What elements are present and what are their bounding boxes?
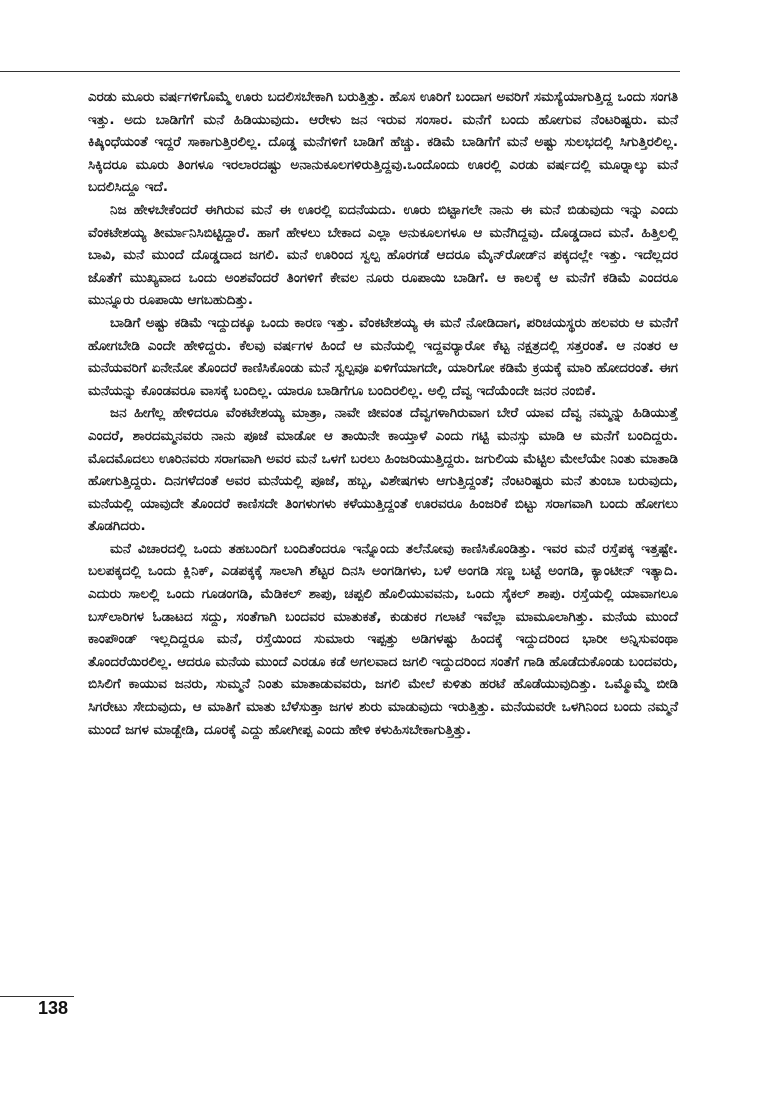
paragraph-5: ಮನೆ ವಿಚಾರದಲ್ಲಿ ಒಂದು ತಹಬಂದಿಗೆ ಬಂದಿತೆಂದರೂ ಇನ್ನೊಂದು ತಲೆನೋವು ಕಾಣಿಸಿಕೊಂಡಿತ್ತು. ಇವರ ಮನೆ ರಸ್ತೆಪಕ್ಕ ಇತ್ತಷ್ಟೇ. ಬಲಪಕ್ಕದಲ್ಲಿ ಒಂದು ಕ್ಲಿನಿಕ್, ಎಡಪಕ್ಕಕ್ಕೆ ಸಾಲಾಗಿ ಶೆಟ್ಟರ ದಿನಸಿ ಅಂಗಡಿಗಳು, ಬಳೆ ಅಂಗಡಿ ಸಣ್ಣ ಬಟ್ಟೆ ಅಂಗಡಿ, ಕ್ಯಾಂಟೀನ್ ಇತ್ಯಾದಿ. ಎದುರು ಸಾಲಲ್ಲಿ ಒಂದು ಗೂಡಂಗಡಿ, ಮೆಡಿಕಲ್ ಶಾಪು, ಚಪ್ಪಲಿ ಹೊಲಿಯುವವನು, ಒಂದು ಸೈಕಲ್ ಶಾಪು. ರಸ್ತೆಯಲ್ಲಿ ಯಾವಾಗಲೂ ಬಸ್‌ಲಾರಿಗಳ ಓಡಾಟದ ಸದ್ದು, ಸಂತೆಗಾಗಿ ಬಂದವರ ಮಾತುಕತೆ, ಕುಡುಕರ ಗಲಾಟೆ ಇವೆಲ್ಲಾ ಮಾಮೂಲಾಗಿತ್ತು. ಮನೆಯ ಮುಂದೆ ಕಾಂಪೌಂಡ್ ಇಲ್ಲದಿದ್ದರೂ ಮನೆ, ರಸ್ತೆಯಿಂದ ಸುಮಾರು ಇಪ್ಪತ್ತು ಅಡಿಗಳಷ್ಟು ಹಿಂದಕ್ಕೆ ಇದ್ದುದರಿಂದ ಭಾರೀ ಅನ್ನಿಸುವಂಥಾ ತೊಂದರೆಯಿರಲಿಲ್ಲ. ಆದರೂ ಮನೆಯ ಮುಂದೆ ಎರಡೂ ಕಡೆ ಅಗಲವಾದ ಜಗಲಿ ಇದ್ದುದರಿಂದ ಸಂತೆಗೆ ಗಾಡಿ ಹೊಡೆದುಕೊಂಡು ಬಂದವರು, ಬಿಸಿಲಿಗೆ ಕಾಯುವ ಜನರು, ಸುಮ್ಮನೆ ನಿಂತು ಮಾತಾಡುವವರು, ಜಗಲಿ ಮೇಲೆ ಕುಳಿತು ಹರಟೆ ಹೊಡೆಯುವುದಿತ್ತು. ಒಮ್ಮೊಮ್ಮೆ ಬೀಡಿ ಸಿಗರೇಟು ಸೇದುವುದು, ಆ ಮಾತಿಗೆ ಮಾತು ಬೆಳೆಸುತ್ತಾ ಜಗಳ ಶುರು ಮಾಡುವುದು ಇರುತ್ತಿತ್ತು. ಮನೆಯವರೇ ಒಳಗಿನಿಂದ ಬಂದು ನಮ್ಮನೆ ಮುಂದೆ ಜಗಳ ಮಾಡ್ಬೇಡಿ, ದೂರಕ್ಕೆ ಎದ್ದು ಹೋಗೀಪ್ಪ ಎಂದು ಹೇಳಿ ಕಳುಹಿಸಬೇಕಾಗುತ್ತಿತ್ತು. <box>88 540 678 738</box>
paragraph-4: ಜನ ಹೀಗೆಲ್ಲ ಹೇಳಿದರೂ ವೆಂಕಟೇಶಯ್ಯ ಮಾತ್ರಾ, ನಾವೇ ಜೀವಂತ ದೆವ್ವಗಳಾಗಿರುವಾಗ ಬೇರೆ ಯಾವ ದೆವ್ವ ನಮ್ಮನ್ನು ಹಿಡಿಯುತ್ತೆ ಎಂದರೆ, ಶಾರದಮ್ಮನವರು ನಾನು ಪೂಜೆ ಮಾಡೋ ಆ ತಾಯಿನೇ ಕಾಯ್ತಾಳೆ ಎಂದು ಗಟ್ಟಿ ಮನಸ್ಸು ಮಾಡಿ ಆ ಮನೆಗೆ ಬಂದಿದ್ದರು. ಮೊದಮೊದಲು ಊರಿನವರು ಸರಾಗವಾಗಿ ಅವರ ಮನೆ ಒಳಗೆ ಬರಲು ಹಿಂಜರಿಯುತ್ತಿದ್ದರು. ಜಗುಲಿಯ ಮೆಟ್ಟಿಲ ಮೇಲೆಯೇ ನಿಂತು ಮಾತಾಡಿ ಹೋಗುತ್ತಿದ್ದರು. ದಿನಗಳೆದಂತೆ ಅವರ ಮನೆಯಲ್ಲಿ ಪೂಜೆ, ಹಬ್ಬ, ವಿಶೇಷಗಳು ಆಗುತ್ತಿದ್ದಂತೆ; ನೆಂಟರಿಷ್ಟರು ಮನೆ ತುಂಬಾ ಬರುವುದು, ಮನೆಯಲ್ಲಿ ಯಾವುದೇ ತೊಂದರೆ ಕಾಣಿಸದೇ ತಿಂಗಳುಗಳು ಕಳೆಯುತ್ತಿದ್ದಂತೆ ಊರವರೂ ಹಿಂಜರಿಕೆ ಬಿಟ್ಟು ಸರಾಗವಾಗಿ ಬಂದು ಹೋಗಲು ತೊಡಗಿದರು. <box>88 405 678 535</box>
header-rule <box>0 71 680 72</box>
paragraph-2: ನಿಜ ಹೇಳಬೇಕೆಂದರೆ ಈಗಿರುವ ಮನೆ ಈ ಊರಲ್ಲಿ ಐದನೆಯದು. ಊರು ಬಿಟ್ಟಾಗಲೇ ನಾನು ಈ ಮನೆ ಬಿಡುವುದು ಇನ್ನು ಎಂದು ವೆಂಕಟೇಶಯ್ಯ ತೀರ್ಮಾನಿಸಿಬಿಟ್ಟಿದ್ದಾರೆ. ಹಾಗೆ ಹೇಳಲು ಬೇಕಾದ ಎಲ್ಲಾ ಅನುಕೂಲಗಳೂ ಆ ಮನೆಗಿದ್ದವು. ದೊಡ್ಡದಾದ ಮನೆ. ಹಿತ್ತಿಲಲ್ಲಿ ಬಾವಿ, ಮನೆ ಮುಂದೆ ದೊಡ್ಡದಾದ ಜಗಲಿ. ಮನೆ ಊರಿಂದ ಸ್ವಲ್ಪ ಹೊರಗಡೆ ಆದರೂ ಮೈನ್‌ರೋಡ್‌ನ ಪಕ್ಕದಲ್ಲೇ ಇತ್ತು. ಇದೆಲ್ಲದರ ಜೊತೆಗೆ ಮುಖ್ಯವಾದ ಒಂದು ಅಂಶವೆಂದರೆ ತಿಂಗಳಿಗೆ ಕೇವಲ ನೂರು ರೂಪಾಯಿ ಬಾಡಿಗೆ. ಆ ಕಾಲಕ್ಕೆ ಆ ಮನೆಗೆ ಕಡಿಮೆ ಎಂದರೂ ಮುನ್ನೂರು ರೂಪಾಯಿ ಆಗಬಹುದಿತ್ತು. <box>88 201 678 309</box>
paragraph-1: ಎರಡು ಮೂರು ವರ್ಷಗಳಿಗೊಮ್ಮೆ ಊರು ಬದಲಿಸಬೇಕಾಗಿ ಬರುತ್ತಿತ್ತು. ಹೊಸ ಊರಿಗೆ ಬಂದಾಗ ಅವರಿಗೆ ಸಮಸ್ಯೆಯಾಗುತ್ತಿದ್ದ ಒಂದು ಸಂಗತಿ ಇತ್ತು. ಅದು ಬಾಡಿಗೆಗೆ ಮನೆ ಹಿಡಿಯುವುದು. ಆರೇಳು ಜನ ಇರುವ ಸಂಸಾರ. ಮನೆಗೆ ಬಂದು ಹೋಗುವ ನೆಂಟರಿಷ್ಟರು. ಮನೆ ಕಿಷ್ಕಿಂಧೆಯಂತೆ ಇದ್ದರೆ ಸಾಕಾಗುತ್ತಿರಲಿಲ್ಲ. ದೊಡ್ಡ ಮನೆಗಳಿಗೆ ಬಾಡಿಗೆ ಹೆಚ್ಚು. ಕಡಿಮೆ ಬಾಡಿಗೆಗೆ ಮನೆ ಅಷ್ಟು ಸುಲಭದಲ್ಲಿ ಸಿಗುತ್ತಿರಲಿಲ್ಲ. ಸಿಕ್ಕಿದರೂ ಮೂರು ತಿಂಗಳೂ ಇರಲಾರದಷ್ಟು ಅನಾನುಕೂಲಗಳಿರುತ್ತಿದ್ದವು.ಒಂದೊಂದು ಊರಲ್ಲಿ ಎರಡು ವರ್ಷದಲ್ಲಿ ಮೂರ್‍ನಾಲ್ಕು ಮನೆ ಬದಲಿಸಿದ್ದೂ ಇದೆ. <box>88 89 678 196</box>
body-text <box>88 86 678 741</box>
paragraph-3: ಬಾಡಿಗೆ ಅಷ್ಟು ಕಡಿಮೆ ಇದ್ದುದಕ್ಕೂ ಒಂದು ಕಾರಣ ಇತ್ತು. ವೆಂಕಟೇಶಯ್ಯ ಈ ಮನೆ ನೋಡಿದಾಗ, ಪರಿಚಯಸ್ಥರು ಹಲವರು ಆ ಮನೆಗೆ ಹೋಗಬೇಡಿ ಎಂದೇ ಹೇಳಿದ್ದರು. ಕೆಲವು ವರ್ಷಗಳ ಹಿಂದೆ ಆ ಮನೆಯಲ್ಲಿ ಇದ್ದವರ್‍ಯಾರೋ ಕೆಟ್ಟ ನಕ್ಷತ್ರದಲ್ಲಿ ಸತ್ತರಂತೆ. ಆ ನಂತರ ಆ ಮನೆಯವರಿಗೆ ಏನೇನೋ ತೊಂದರೆ ಕಾಣಿಸಿಕೊಂಡು ಮನೆ ಸ್ವಲ್ಪವೂ ಏಳಿಗೆಯಾಗದೇ, ಯಾರಿಗೋ ಕಡಿಮೆ ಕ್ರಯಕ್ಕೆ ಮಾರಿ ಹೋದರಂತೆ. ಈಗ ಮನೆಯನ್ನು ಕೊಂಡವರೂ ವಾಸಕ್ಕೆ ಬಂದಿಲ್ಲ. ಯಾರೂ ಬಾಡಿಗೆಗೂ ಬಂದಿರಲಿಲ್ಲ. ಅಲ್ಲಿ ದೆವ್ವ ಇದೆಯೆಂದೇ ಜನರ ನಂಬಿಕೆ. <box>88 314 678 399</box>
page-number: 138 <box>38 998 69 1018</box>
footer-rule <box>0 996 74 997</box>
